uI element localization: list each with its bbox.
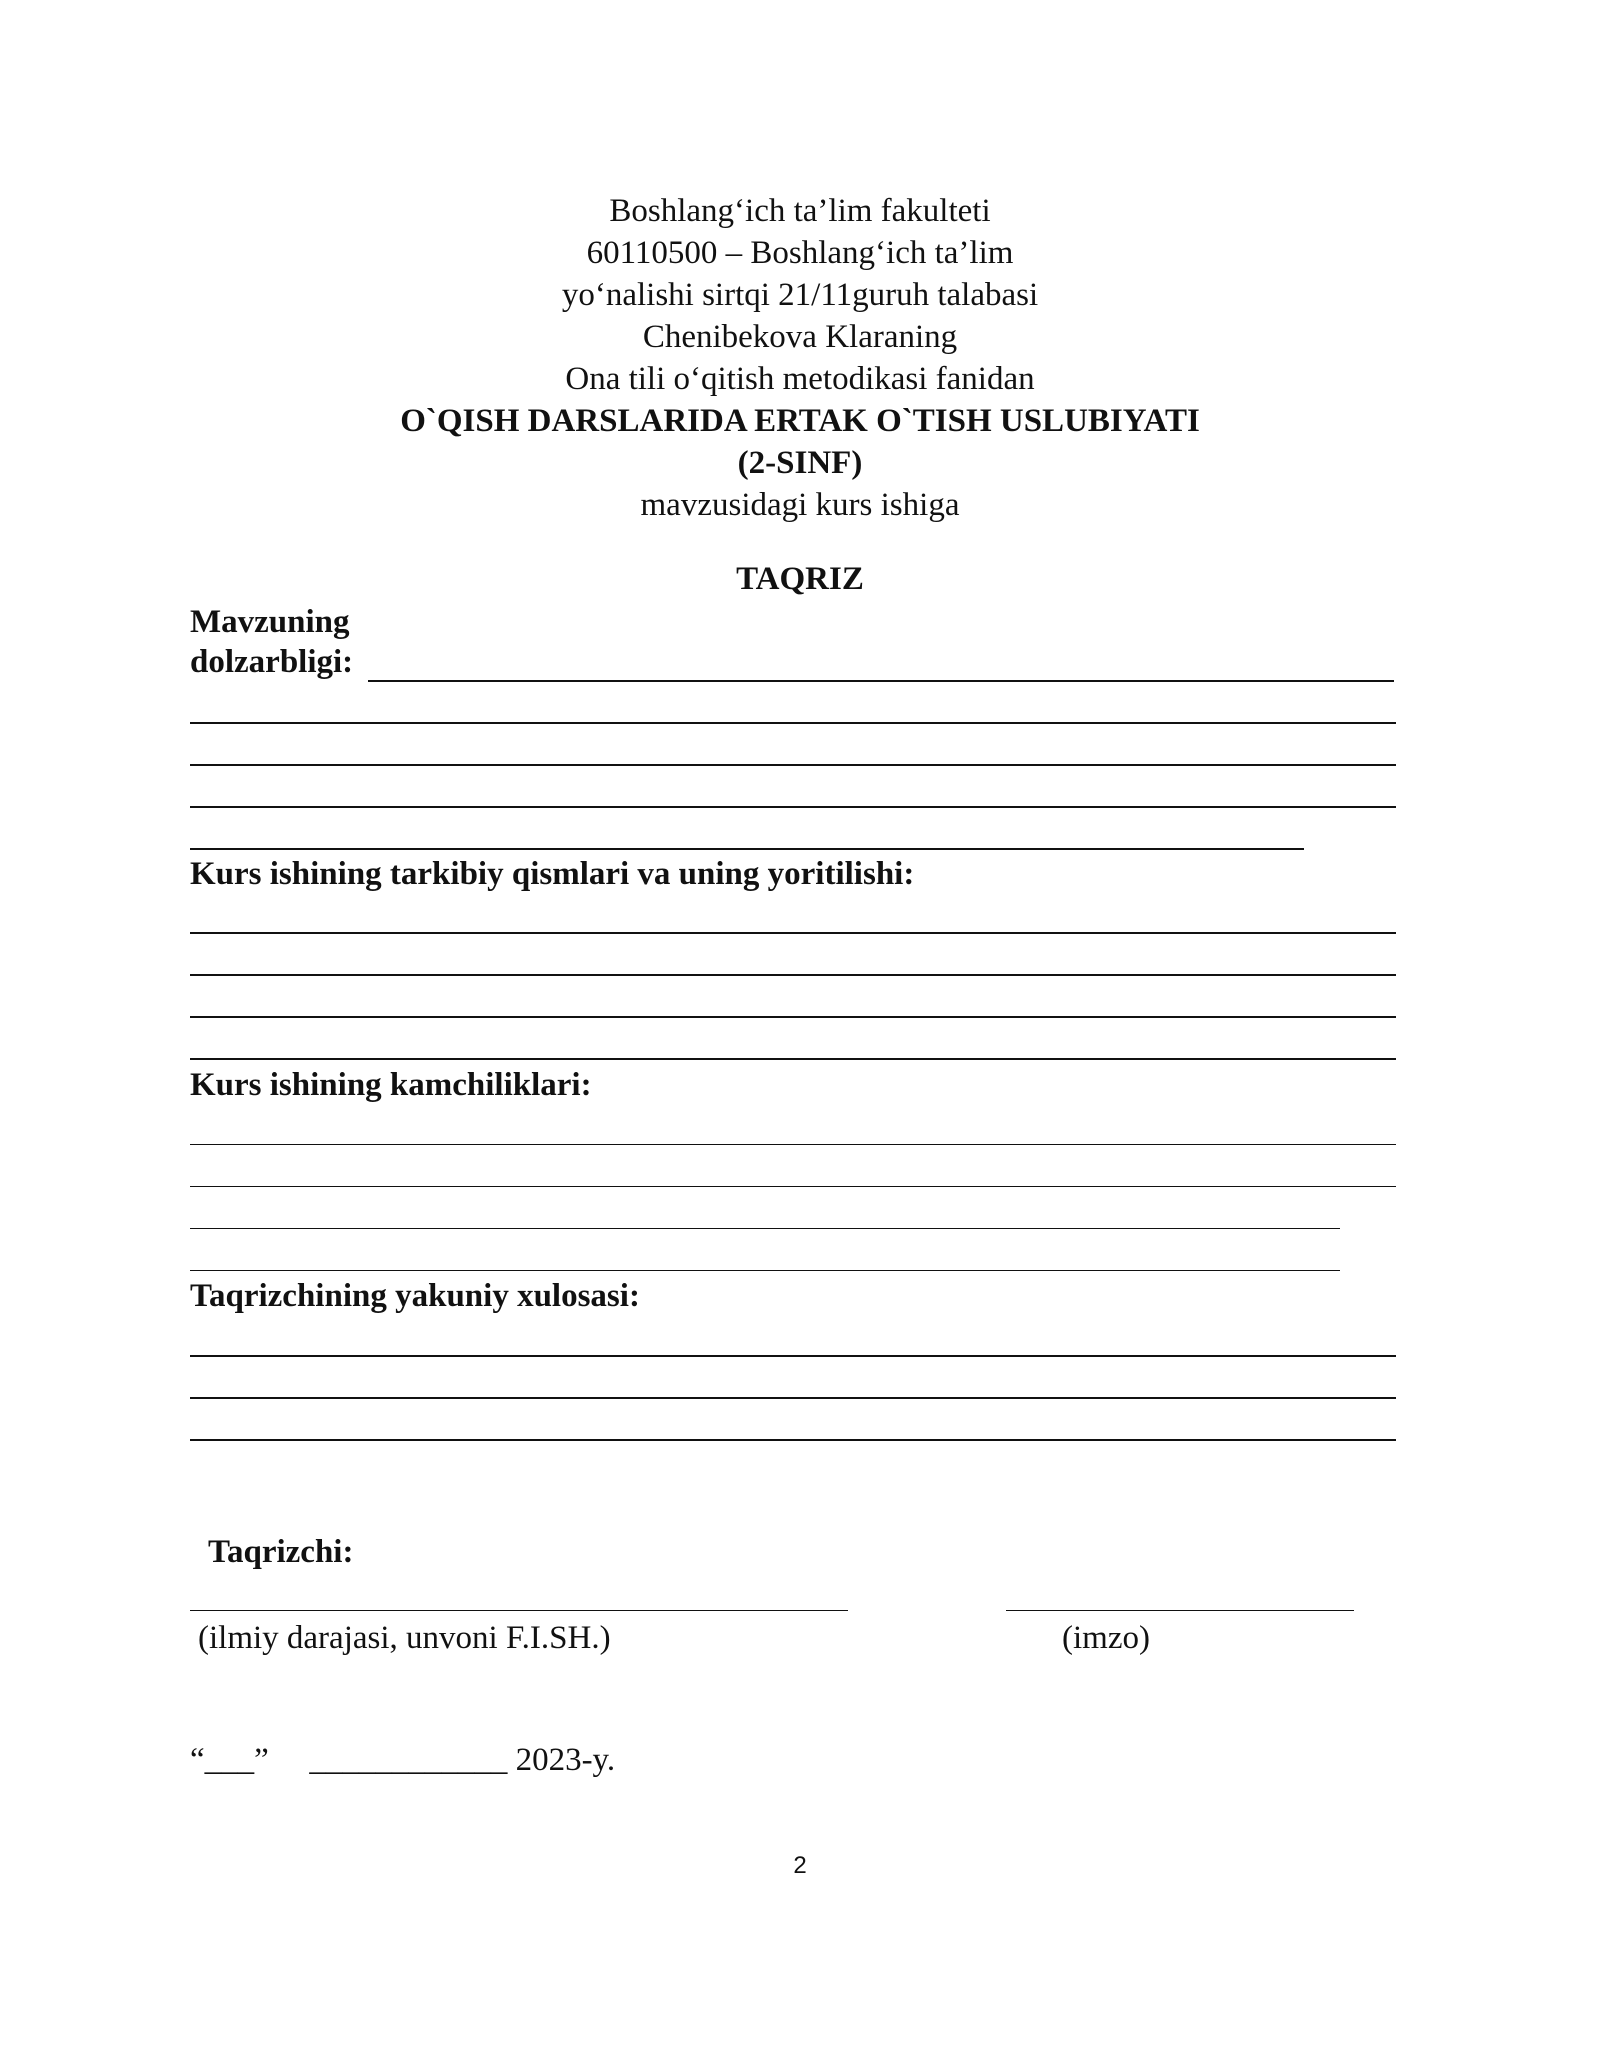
date-line: [190, 1742, 615, 1779]
signature-caption: (imzo): [1062, 1620, 1150, 1656]
conclusion-answer-line: [190, 1439, 1396, 1441]
date-open-quote: “: [190, 1742, 205, 1778]
conclusion-answer-line: [190, 1355, 1396, 1357]
topic-suffix: mavzusidagi kurs ishiga: [640, 487, 960, 523]
shortcomings-answer-line: [190, 1270, 1340, 1271]
reviewer-label: Taqrizchi:: [208, 1534, 354, 1570]
date-month-blank: ____________: [309, 1742, 508, 1778]
group-line: yo‘nalishi sirtqi 21/11guruh talabasi: [561, 277, 1039, 313]
shortcomings-answer-line: [190, 1228, 1340, 1229]
faculty-line: Boshlang‘ich ta’lim fakulteti: [609, 193, 991, 229]
structure-heading: Kurs ishining tarkibiy qismlari va uning yoritilishi:: [190, 856, 915, 892]
structure-answer-line: [190, 1058, 1396, 1060]
topic-title: O`QISH DARSLARIDA ERTAK O`TISH USLUBIYATI: [400, 403, 1200, 439]
date-year: 2023-y.: [515, 1742, 616, 1778]
page-number: 2: [793, 1852, 807, 1879]
relevance-label-line2: dolzarbligi:: [190, 644, 354, 680]
shortcomings-answer-line: [190, 1144, 1396, 1145]
shortcomings-answer-line: [190, 1186, 1396, 1187]
signature-line: [1006, 1610, 1354, 1611]
document-title: TAQRIZ: [736, 561, 864, 597]
relevance-label-line1: Mavzuning: [190, 604, 350, 640]
date-close-quote: ”: [254, 1742, 269, 1778]
relevance-answer-line: [368, 680, 1394, 682]
date-day-blank: ___: [204, 1742, 255, 1778]
reviewer-name-line: [190, 1610, 848, 1611]
relevance-answer-line: [190, 764, 1396, 766]
subject-line: Ona tili o‘qitish metodikasi fanidan: [565, 361, 1035, 397]
student-name: Chenibekova Klaraning: [642, 319, 958, 355]
structure-answer-line: [190, 1016, 1396, 1018]
program-line: 60110500 – Boshlang‘ich ta’lim: [586, 235, 1014, 271]
conclusion-answer-line: [190, 1397, 1396, 1399]
relevance-answer-line: [190, 806, 1396, 808]
name-caption: (ilmiy darajasi, unvoni F.I.SH.): [198, 1620, 611, 1656]
shortcomings-heading: Kurs ishining kamchiliklari:: [190, 1067, 592, 1103]
grade-line: (2-SINF): [737, 445, 863, 481]
structure-answer-line: [190, 974, 1396, 976]
relevance-answer-line: [190, 722, 1396, 724]
structure-answer-line: [190, 932, 1396, 934]
conclusion-heading: Taqrizchining yakuniy xulosasi:: [190, 1278, 640, 1314]
relevance-answer-line: [190, 848, 1304, 850]
